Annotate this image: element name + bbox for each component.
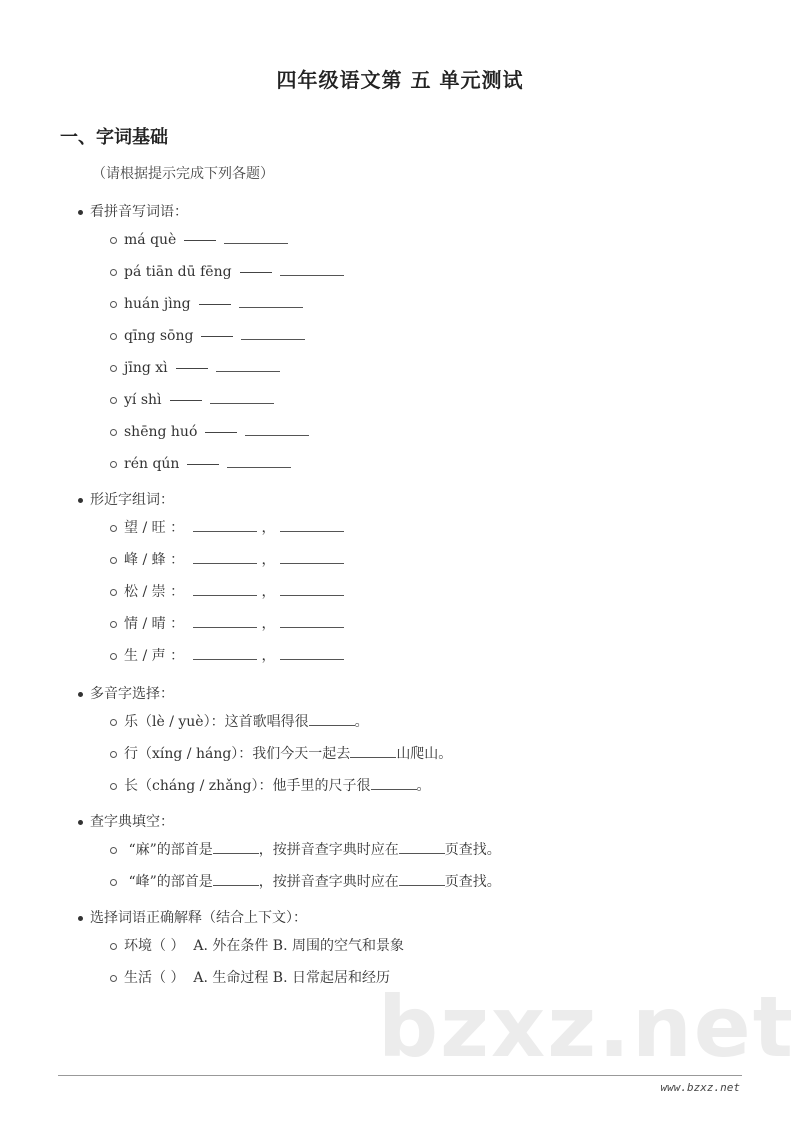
answer-blank[interactable] xyxy=(280,549,344,564)
list-item xyxy=(78,576,344,608)
list-item xyxy=(78,866,501,898)
question-tail: 。 xyxy=(416,778,431,794)
sub-bullet-icon xyxy=(110,783,117,790)
char-pair: 生 / 声 ： xyxy=(124,648,185,664)
pinyin-text: qīng sōng xyxy=(124,328,194,344)
answer-blank[interactable] xyxy=(280,645,344,660)
dash xyxy=(176,368,208,369)
pinyin-text: shēng huó xyxy=(124,424,198,440)
answer-blank[interactable] xyxy=(280,581,344,596)
answer-blank[interactable] xyxy=(241,325,305,340)
question-text: 行（xíng / háng）：我们今天一起去 xyxy=(124,746,351,762)
polyphone-heading xyxy=(78,682,452,706)
pinyin-text: jīng xì xyxy=(124,360,168,376)
sub-bullet-icon xyxy=(110,269,117,276)
list-item xyxy=(78,320,344,352)
sub-bullet-icon xyxy=(110,751,117,758)
question-text: 生活（ ） A. 生命过程 B. 日常起居和经历 xyxy=(124,970,390,986)
page-title: 四年级语文第 五 单元测试 xyxy=(276,68,524,92)
sub-bullet-icon xyxy=(110,879,117,886)
separator: ， xyxy=(261,648,276,664)
separator: ， xyxy=(261,584,276,600)
char-pair: 望 / 旺 ： xyxy=(124,520,185,536)
answer-blank[interactable] xyxy=(193,581,257,596)
watermark: bzxz.net xyxy=(378,978,795,1076)
sub-bullet-icon xyxy=(110,589,117,596)
answer-blank[interactable] xyxy=(227,453,291,468)
answer-blank[interactable] xyxy=(193,549,257,564)
char-pair: 情 / 晴 ： xyxy=(124,616,185,632)
list-item xyxy=(78,738,452,770)
similar-group xyxy=(78,488,344,672)
list-item xyxy=(78,416,344,448)
pinyin-heading xyxy=(78,200,344,224)
char-pair: 松 / 崇 ： xyxy=(124,584,185,600)
question-mid: ，按拼音查字典时应在 xyxy=(258,874,399,890)
polyphone-group xyxy=(78,682,452,802)
question-mid: ，按拼音查字典时应在 xyxy=(258,842,399,858)
heading-text: 查字典填空： xyxy=(90,814,174,830)
pinyin-text: yí shì xyxy=(124,392,162,408)
list-item xyxy=(78,962,404,994)
bullet-icon xyxy=(78,820,83,825)
answer-blank[interactable] xyxy=(245,421,309,436)
dash xyxy=(187,464,219,465)
sub-bullet-icon xyxy=(110,301,117,308)
char-pair: 峰 / 蜂 ： xyxy=(124,552,185,568)
answer-blank[interactable] xyxy=(213,871,259,886)
sub-bullet-icon xyxy=(110,429,117,436)
list-item xyxy=(78,352,344,384)
question-tail: 页查找。 xyxy=(444,842,501,858)
question-text: 环境（ ） A. 外在条件 B. 周围的空气和景象 xyxy=(124,938,404,954)
footer-divider xyxy=(58,1075,742,1076)
list-item xyxy=(78,512,344,544)
answer-blank[interactable] xyxy=(239,293,303,308)
answer-blank[interactable] xyxy=(399,839,445,854)
dash xyxy=(199,304,231,305)
list-item xyxy=(78,288,344,320)
heading-text: 多音字选择： xyxy=(90,686,174,702)
separator: ， xyxy=(261,616,276,632)
list-item xyxy=(78,930,404,962)
footer-url: www.bzxz.net xyxy=(660,1081,740,1094)
list-item xyxy=(78,706,452,738)
dash xyxy=(205,432,237,433)
list-item xyxy=(78,256,344,288)
list-item xyxy=(78,224,344,256)
pinyin-text: huán jìng xyxy=(124,296,191,312)
sub-bullet-icon xyxy=(110,621,117,628)
answer-blank[interactable] xyxy=(216,357,280,372)
question-text: 乐（lè / yuè）：这首歌唱得很 xyxy=(124,714,309,730)
answer-blank[interactable] xyxy=(399,871,445,886)
bullet-icon xyxy=(78,692,83,697)
bullet-icon xyxy=(78,210,83,215)
section-heading: 一、字词基础 xyxy=(60,127,168,148)
separator: ， xyxy=(261,552,276,568)
dash xyxy=(170,400,202,401)
list-item xyxy=(78,384,344,416)
list-item xyxy=(78,544,344,576)
answer-blank[interactable] xyxy=(350,743,396,758)
separator: ， xyxy=(261,520,276,536)
answer-blank[interactable] xyxy=(193,645,257,660)
sub-bullet-icon xyxy=(110,719,117,726)
meaning-group xyxy=(78,906,404,994)
answer-blank[interactable] xyxy=(280,517,344,532)
question-text: “峰”的部首是 xyxy=(128,874,213,890)
answer-blank[interactable] xyxy=(371,775,417,790)
sub-bullet-icon xyxy=(110,461,117,468)
pinyin-text: pá tiān dū fēng xyxy=(124,264,232,280)
sub-bullet-icon xyxy=(110,653,117,660)
question-tail: 山爬山。 xyxy=(396,746,453,762)
heading-text: 看拼音写词语： xyxy=(90,204,188,220)
answer-blank[interactable] xyxy=(213,839,259,854)
heading-text: 选择词语正确解释（结合上下文）： xyxy=(90,910,307,926)
sub-bullet-icon xyxy=(110,847,117,854)
answer-blank[interactable] xyxy=(280,613,344,628)
dash xyxy=(201,336,233,337)
list-item xyxy=(78,448,344,480)
instruction: （请根据提示完成下列各题） xyxy=(92,166,274,182)
bullet-icon xyxy=(78,498,83,503)
sub-bullet-icon xyxy=(110,975,117,982)
answer-blank[interactable] xyxy=(309,711,355,726)
pinyin-text: má què xyxy=(124,232,177,248)
answer-blank[interactable] xyxy=(224,229,288,244)
heading-text: 形近字组词： xyxy=(90,492,174,508)
sub-bullet-icon xyxy=(110,365,117,372)
sub-bullet-icon xyxy=(110,333,117,340)
pinyin-text: rén qún xyxy=(124,456,180,472)
sub-bullet-icon xyxy=(110,525,117,532)
dash xyxy=(240,272,272,273)
sub-bullet-icon xyxy=(110,397,117,404)
answer-blank[interactable] xyxy=(193,517,257,532)
sub-bullet-icon xyxy=(110,237,117,244)
list-item xyxy=(78,640,344,672)
list-item xyxy=(78,608,344,640)
meaning-heading xyxy=(78,906,404,930)
question-text: “麻”的部首是 xyxy=(128,842,213,858)
list-item xyxy=(78,770,452,802)
answer-blank[interactable] xyxy=(210,389,274,404)
question-tail: 页查找。 xyxy=(444,874,501,890)
answer-blank[interactable] xyxy=(193,613,257,628)
sub-bullet-icon xyxy=(110,943,117,950)
similar-heading xyxy=(78,488,344,512)
dictionary-heading xyxy=(78,810,501,834)
list-item xyxy=(78,834,501,866)
sub-bullet-icon xyxy=(110,557,117,564)
answer-blank[interactable] xyxy=(280,261,344,276)
question-tail: 。 xyxy=(354,714,369,730)
dash xyxy=(184,240,216,241)
question-text: 长（cháng / zhǎng）：他手里的尺子很 xyxy=(124,778,371,794)
pinyin-group xyxy=(78,200,344,480)
bullet-icon xyxy=(78,916,83,921)
dictionary-group xyxy=(78,810,501,898)
